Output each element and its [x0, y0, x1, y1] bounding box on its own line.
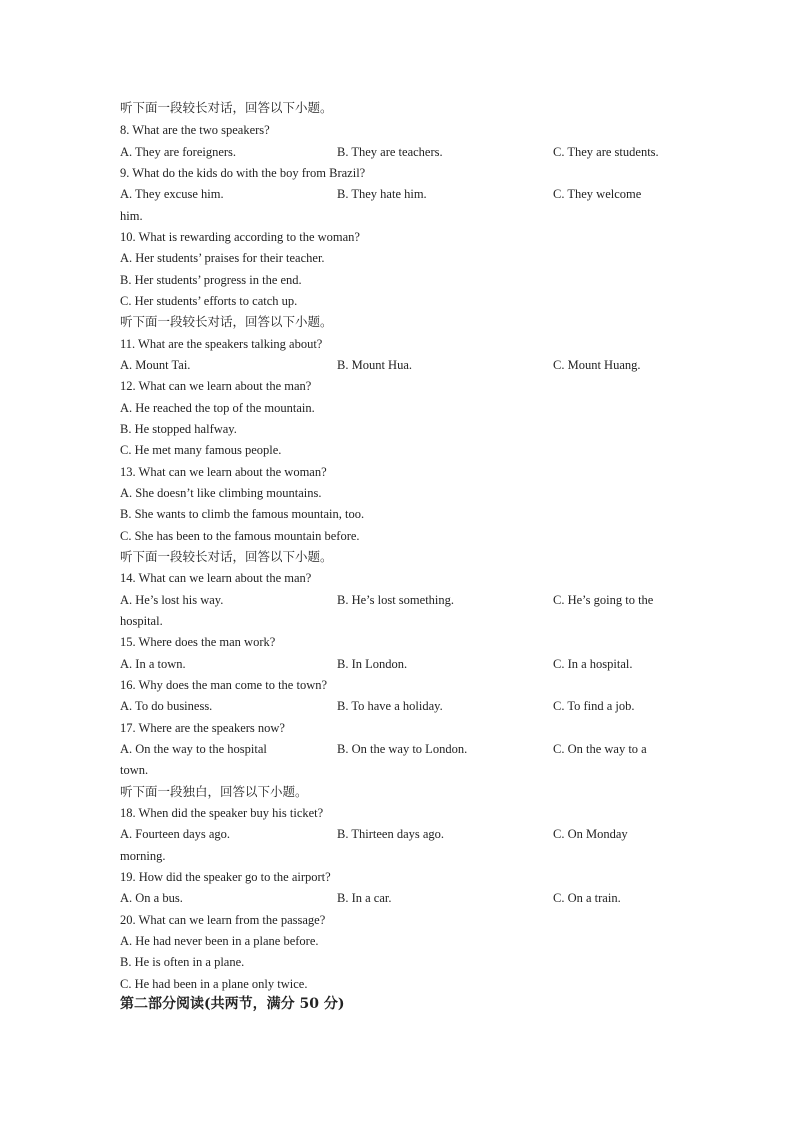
option-a: A. He had never been in a plane before.: [120, 934, 319, 948]
option-a: A. She doesn’t like climbing mountains.: [120, 486, 322, 500]
question-13-stem: 13. What can we learn about the woman?: [120, 465, 327, 479]
option-a: A. In a town.: [120, 657, 186, 671]
section-instruction: 听下面一段独白，回答以下小题。: [120, 784, 308, 799]
question-17-stem: 17. Where are the speakers now?: [120, 721, 285, 735]
option-a: A. He’s lost his way.: [120, 593, 224, 607]
question-11-options: [120, 357, 680, 373]
option-c: C. He met many famous people.: [120, 443, 282, 457]
section-instruction: 听下面一段较长对话，回答以下小题。: [120, 100, 333, 115]
question-8-stem: 8. What are the two speakers?: [120, 123, 270, 137]
part-two-heading: 第二部分阅读(共两节，满分 50 分): [120, 996, 345, 1012]
question-8-options: [120, 144, 680, 160]
option-c: C. They welcome: [553, 187, 642, 201]
option-b: B. In London.: [337, 657, 408, 671]
option-c: C. They are students.: [553, 145, 659, 159]
option-b: B. They hate him.: [337, 187, 427, 201]
option-c-wrap: hospital.: [120, 614, 163, 628]
option-c-wrap: him.: [120, 209, 143, 223]
question-14-options: [120, 592, 680, 608]
question-12-stem: 12. What can we learn about the man?: [120, 379, 312, 393]
question-19-options: [120, 890, 680, 906]
option-c: C. He’s going to the: [553, 593, 654, 607]
option-b: B. To have a holiday.: [337, 699, 443, 713]
option-a: A. Her students’ praises for their teacher.: [120, 251, 325, 265]
question-18-options: [120, 826, 680, 842]
question-9-options: [120, 186, 680, 202]
question-15-options: [120, 656, 680, 672]
question-14-stem: 14. What can we learn about the man?: [120, 571, 312, 585]
option-c: C. She has been to the famous mountain before.: [120, 529, 360, 543]
question-9-stem: 9. What do the kids do with the boy from Brazil?: [120, 166, 366, 180]
option-b: B. Mount Hua.: [337, 358, 412, 372]
question-11-stem: 11. What are the speakers talking about?: [120, 337, 323, 351]
option-c-wrap: morning.: [120, 849, 166, 863]
option-b: B. Her students’ progress in the end.: [120, 273, 302, 287]
option-c: C. Her students’ efforts to catch up.: [120, 294, 298, 308]
question-15-stem: 15. Where does the man work?: [120, 635, 276, 649]
question-20-stem: 20. What can we learn from the passage?: [120, 913, 326, 927]
option-a: A. They are foreigners.: [120, 145, 237, 159]
option-b: B. He is often in a plane.: [120, 955, 245, 969]
question-17-options: [120, 741, 680, 757]
option-b: B. He’s lost something.: [337, 593, 455, 607]
option-a: A. On a bus.: [120, 891, 183, 905]
option-b: B. Thirteen days ago.: [337, 827, 445, 841]
option-a: A. He reached the top of the mountain.: [120, 401, 315, 415]
option-b: B. On the way to London.: [337, 742, 468, 756]
section-instruction: 听下面一段较长对话，回答以下小题。: [120, 314, 333, 329]
option-a: A. Fourteen days ago.: [120, 827, 231, 841]
option-a: A. They excuse him.: [120, 187, 224, 201]
option-a: A. Mount Tai.: [120, 358, 191, 372]
option-c: C. In a hospital.: [553, 657, 633, 671]
option-c-wrap: town.: [120, 763, 149, 777]
question-16-stem: 16. Why does the man come to the town?: [120, 678, 328, 692]
question-18-stem: 18. When did the speaker buy his ticket?: [120, 806, 324, 820]
question-10-stem: 10. What is rewarding according to the woman?: [120, 230, 360, 244]
question-19-stem: 19. How did the speaker go to the airport?: [120, 870, 331, 884]
option-b: B. They are teachers.: [337, 145, 443, 159]
question-16-options: [120, 698, 680, 714]
option-a: A. To do business.: [120, 699, 213, 713]
option-c: C. Mount Huang.: [553, 358, 641, 372]
option-c: C. On the way to a: [553, 742, 647, 756]
option-b: B. In a car.: [337, 891, 392, 905]
option-c: C. He had been in a plane only twice.: [120, 977, 308, 991]
option-b: B. He stopped halfway.: [120, 422, 237, 436]
section-instruction: 听下面一段较长对话，回答以下小题。: [120, 549, 333, 564]
option-b: B. She wants to climb the famous mountain, too.: [120, 507, 365, 521]
option-c: C. To find a job.: [553, 699, 635, 713]
option-a: A. On the way to the hospital: [120, 742, 267, 756]
option-c: C. On a train.: [553, 891, 621, 905]
option-c: C. On Monday: [553, 827, 628, 841]
